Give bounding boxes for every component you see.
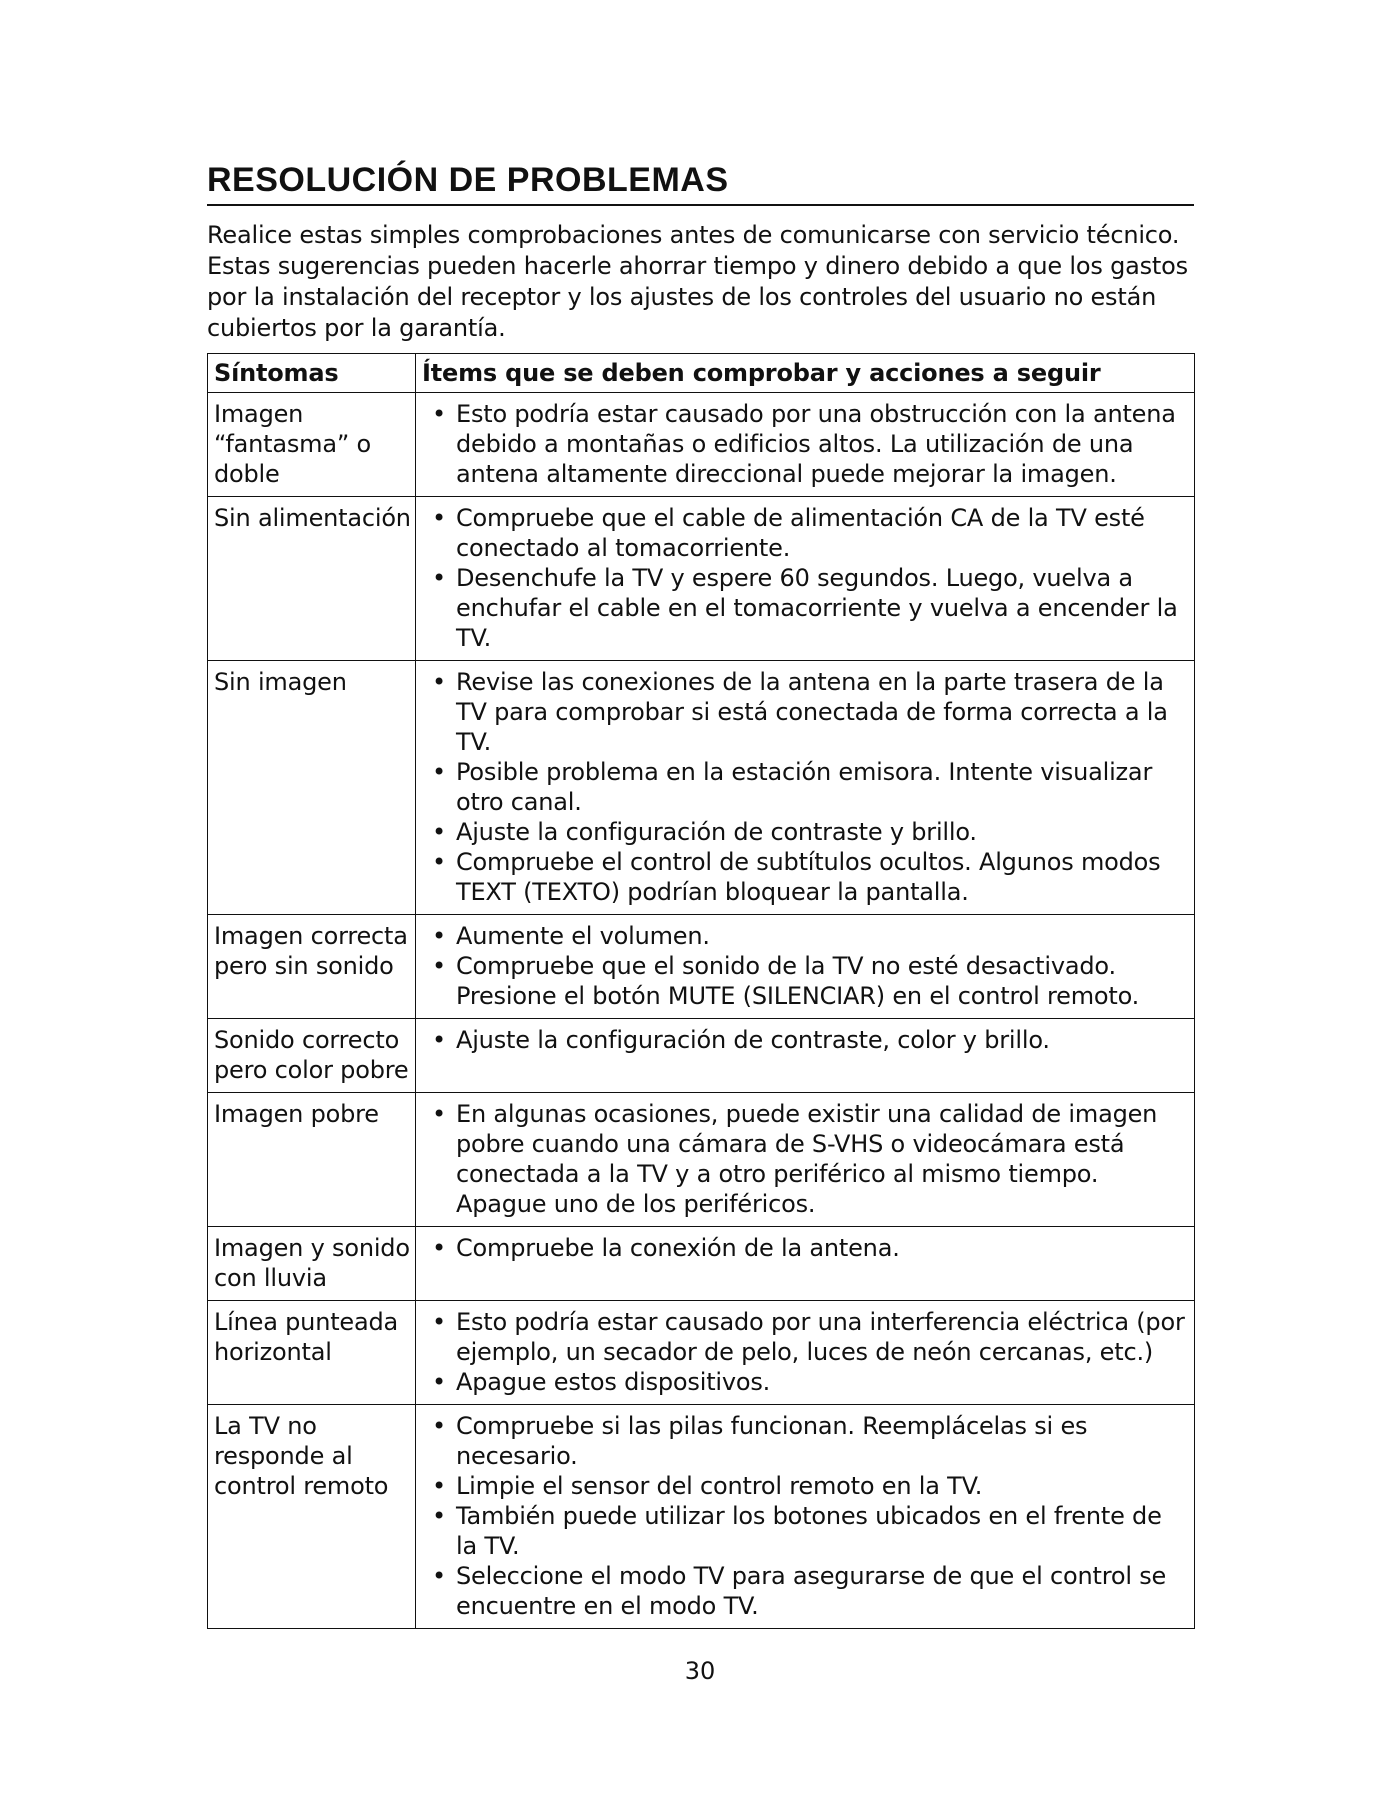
action-item: • Desenchufe la TV y espere 60 segundos. Luego, vuelva a enchufar el cable en el tomacorriente y vuelva a encender la TV. [422, 563, 1190, 653]
action-list [422, 921, 1190, 1011]
symptom-cell: La TV no responde al control remoto [214, 1412, 389, 1500]
intro-paragraph: Realice estas simples comprobaciones antes de comunicarse con servicio técnico. Estas sugerencias pueden hacerle ahorrar tiempo y dinero debido a que los gastos por la instalación del receptor y los ajustes de los controles del usuario no están cubiertos por la garantía. [207, 221, 1188, 342]
action-item: • Apague estos dispositivos. [422, 1367, 1190, 1397]
troubleshooting-table [207, 353, 1195, 1629]
symptom-cell: Imagen pobre [214, 1100, 379, 1128]
action-item: • Compruebe que el cable de alimentación CA de la TV esté conectado al tomacorriente. [422, 503, 1190, 563]
action-item: • Revise las conexiones de la antena en la parte trasera de la TV para comprobar si está conectada de forma correcta a la TV. [422, 667, 1190, 757]
action-item: • Compruebe la conexión de la antena. [422, 1233, 1190, 1263]
action-item: • Compruebe si las pilas funcionan. Reemplácelas si es necesario. [422, 1411, 1190, 1471]
symptom-cell: Línea punteada horizontal [214, 1308, 399, 1366]
action-list [422, 399, 1190, 489]
action-item: • Compruebe el control de subtítulos ocultos. Algunos modos TEXT (TEXTO) podrían bloquear la pantalla. [422, 847, 1190, 907]
symptom-cell: Sin imagen [214, 668, 347, 696]
symptom-cell: Sonido correcto pero color pobre [214, 1026, 409, 1084]
table-row [208, 1019, 1195, 1093]
table-row [208, 1405, 1195, 1629]
action-item: • Esto podría estar causado por una interferencia eléctrica (por ejemplo, un secador de pelo, luces de neón cercanas, etc.) [422, 1307, 1190, 1367]
action-list [422, 503, 1190, 653]
action-list [422, 1025, 1190, 1055]
action-list [422, 1411, 1190, 1621]
document-page [207, 160, 1194, 1629]
symptom-cell: Imagen y sonido con lluvia [214, 1234, 410, 1292]
action-item: • Ajuste la configuración de contraste, color y brillo. [422, 1025, 1190, 1055]
table-row [208, 915, 1195, 1019]
action-item: • En algunas ocasiones, puede existir una calidad de imagen pobre cuando una cámara de S-VHS o videocámara está conectada a la TV y a otro periférico al mismo tiempo. Apague uno de los periféricos. [422, 1099, 1190, 1219]
table-row [208, 1227, 1195, 1301]
action-item: • También puede utilizar los botones ubicados en el frente de la TV. [422, 1501, 1190, 1561]
action-item: • Ajuste la configuración de contraste y brillo. [422, 817, 1190, 847]
symptom-cell: Imagen “fantasma” o doble [214, 400, 371, 488]
table-row [208, 661, 1195, 915]
page-number: 30 [684, 1657, 716, 1685]
action-item: • Aumente el volumen. [422, 921, 1190, 951]
action-list [422, 1099, 1190, 1219]
table-header-row [208, 354, 1195, 393]
action-list [422, 1307, 1190, 1397]
header-symptoms: Síntomas [208, 354, 416, 393]
action-item: • Posible problema en la estación emisora. Intente visualizar otro canal. [422, 757, 1190, 817]
header-actions: Ítems que se deben comprobar y acciones a seguir [416, 354, 1195, 393]
symptom-cell: Imagen correcta pero sin sonido [214, 922, 408, 980]
action-item: • Limpie el sensor del control remoto en la TV. [422, 1471, 1190, 1501]
table-row [208, 1301, 1195, 1405]
action-item: • Esto podría estar causado por una obstrucción con la antena debido a montañas o edificios altos. La utilización de una antena altamente direccional puede mejorar la imagen. [422, 399, 1190, 489]
action-list [422, 1233, 1190, 1263]
table-row [208, 393, 1195, 497]
action-list [422, 667, 1190, 907]
table-row [208, 497, 1195, 661]
page-title: RESOLUCIÓN DE PROBLEMAS [207, 160, 1194, 206]
symptom-cell: Sin alimentación [214, 504, 411, 532]
table-row [208, 1093, 1195, 1227]
action-item: • Compruebe que el sonido de la TV no esté desactivado. Presione el botón MUTE (SILENCIAR) en el control remoto. [422, 951, 1190, 1011]
action-item: • Seleccione el modo TV para asegurarse de que el control se encuentre en el modo TV. [422, 1561, 1190, 1621]
